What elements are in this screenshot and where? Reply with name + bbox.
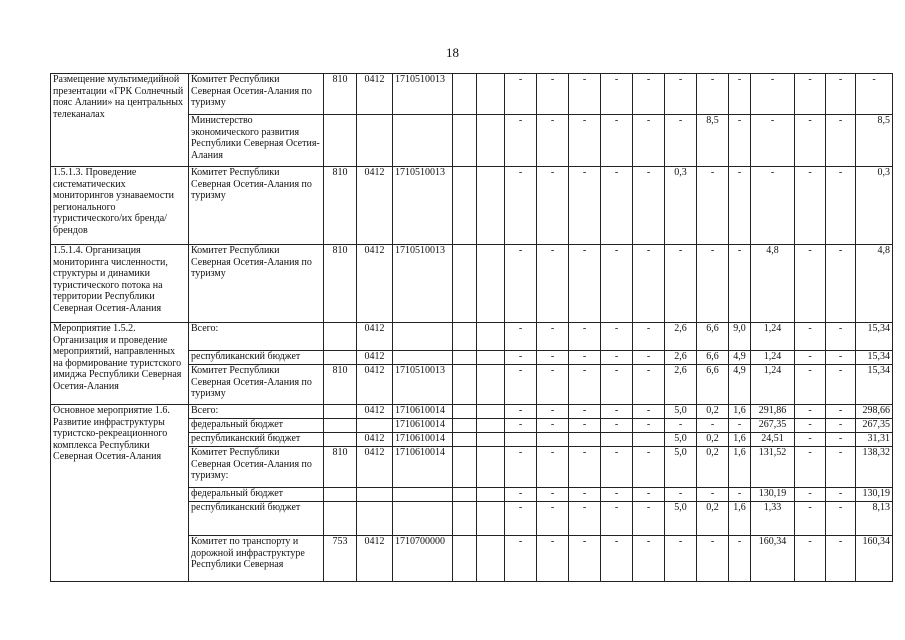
table-cell [633,433,665,447]
table-cell: - [537,447,569,488]
table-cell: 2,6 [665,323,697,351]
table-cell [477,351,505,365]
table-cell: 810 [324,74,357,115]
table-cell: - [633,74,665,115]
table-cell: - [751,115,795,167]
table-cell: 6,6 [697,351,729,365]
table-cell [453,74,477,115]
table-cell [601,433,633,447]
table-cell [477,365,505,405]
table-cell: 1710610014 [393,447,453,488]
table-cell: - [729,167,751,245]
table-cell: - [729,74,751,115]
table-cell: 5,0 [665,502,697,536]
table-cell: - [569,447,601,488]
table-cell: - [795,351,826,365]
table-cell: - [537,536,569,582]
table-cell: - [697,245,729,323]
table-cell: 298,66 [856,405,893,419]
table-cell: - [569,502,601,536]
table-cell: Комитет по транспорту и дорожной инфраструктуре Республики Северная [189,536,324,582]
table-cell: - [665,245,697,323]
table-cell: - [505,365,537,405]
table-cell: 1710610014 [393,433,453,447]
table-cell [357,488,393,502]
table-cell: - [795,323,826,351]
table-cell [393,488,453,502]
table-cell: - [537,365,569,405]
table-cell: - [505,488,537,502]
table-cell: - [729,419,751,433]
table-cell: 5,0 [665,433,697,447]
table-row [51,245,893,323]
table-cell: 0412 [357,351,393,365]
table-cell: - [601,405,633,419]
table-cell: 0412 [357,323,393,351]
table-cell: - [537,419,569,433]
table-cell: 0412 [357,365,393,405]
table-cell [357,115,393,167]
table-cell: 0412 [357,74,393,115]
table-cell: - [826,405,856,419]
page-number: 18 [446,45,459,60]
table-cell: - [633,502,665,536]
table-cell [477,167,505,245]
table-cell: - [569,488,601,502]
table-row [51,74,893,115]
table-cell: - [505,323,537,351]
table-cell: - [665,536,697,582]
table-cell: - [569,351,601,365]
table-cell: - [505,447,537,488]
table-cell: - [795,536,826,582]
table-cell: 138,32 [856,447,893,488]
table-cell [477,536,505,582]
table-cell: 0,3 [665,167,697,245]
table-cell: - [505,536,537,582]
table-cell: - [665,488,697,502]
budget-table-wrapper [50,73,890,582]
table-cell: - [826,115,856,167]
table-cell: - [537,502,569,536]
table-cell: 0412 [357,433,393,447]
table-cell: 31,31 [856,433,893,447]
table-cell: 0,2 [697,433,729,447]
table-cell: - [826,245,856,323]
table-row [51,167,893,245]
table-cell: Мероприятие 1.5.2. Организация и проведение мероприятий, направленных на формирование туристского имиджа Республики Северная Осетия-Алания [51,323,189,405]
table-cell: - [795,419,826,433]
table-cell: - [633,115,665,167]
table-cell: - [601,115,633,167]
table-cell: - [569,419,601,433]
table-cell: 1710700000 [393,536,453,582]
table-cell: 1.5.1.3. Проведение систематических мониторингов узнаваемости регионального туристического/их бренда/брендов [51,167,189,245]
table-cell: - [697,488,729,502]
table-cell: - [633,365,665,405]
table-cell: Комитет Республики Северная Осетия-Алания по туризму [189,74,324,115]
table-cell: 130,19 [856,488,893,502]
table-cell: - [633,167,665,245]
table-cell: - [505,502,537,536]
table-cell: - [601,447,633,488]
table-cell: - [569,323,601,351]
table-cell: 15,34 [856,365,893,405]
table-cell: - [665,115,697,167]
table-cell [477,502,505,536]
table-cell [453,323,477,351]
table-cell: - [826,536,856,582]
table-cell: - [633,351,665,365]
table-cell [569,433,601,447]
table-cell: 1,33 [751,502,795,536]
table-cell [393,502,453,536]
table-cell: 1710610014 [393,405,453,419]
budget-table [50,73,893,582]
table-cell: - [826,167,856,245]
table-row [51,405,893,419]
table-cell: - [795,405,826,419]
table-cell [324,115,357,167]
table-cell: - [633,488,665,502]
table-cell [324,323,357,351]
table-cell [537,433,569,447]
table-cell: - [633,447,665,488]
table-cell [393,115,453,167]
table-cell: 0412 [357,167,393,245]
table-cell: Комитет Республики Северная Осетия-Алания по туризму [189,365,324,405]
table-cell: 0412 [357,536,393,582]
table-cell: - [729,488,751,502]
table-cell: - [665,74,697,115]
table-cell: - [826,323,856,351]
table-cell: - [697,536,729,582]
table-cell: 4,9 [729,365,751,405]
table-cell: 1,6 [729,405,751,419]
table-cell [453,536,477,582]
table-cell: 1,24 [751,323,795,351]
table-cell: Комитет Республики Северная Осетия-Алания по туризму [189,167,324,245]
table-cell [357,502,393,536]
table-cell: - [795,488,826,502]
table-cell [477,405,505,419]
table-cell: Всего: [189,405,324,419]
table-cell: - [633,245,665,323]
table-cell: - [795,502,826,536]
table-cell: - [601,536,633,582]
table-cell: республиканский бюджет [189,502,324,536]
table-cell: - [601,488,633,502]
table-cell: 0412 [357,447,393,488]
table-cell: - [751,167,795,245]
table-cell [324,502,357,536]
table-cell: 0412 [357,245,393,323]
table-cell [477,419,505,433]
table-cell [453,419,477,433]
table-cell: 2,6 [665,365,697,405]
table-cell: 1710510013 [393,167,453,245]
table-cell: 9,0 [729,323,751,351]
table-cell: 1.5.1.4. Организация мониторинга численности, структуры и динамики туристического потока на территории Республики Северная Осетия-Алания [51,245,189,323]
table-cell: - [826,74,856,115]
table-cell [477,433,505,447]
table-cell: - [537,245,569,323]
table-cell: - [505,74,537,115]
table-cell: 0,2 [697,405,729,419]
table-cell: 160,34 [751,536,795,582]
table-cell [324,488,357,502]
table-cell: - [601,323,633,351]
table-cell: 1,6 [729,502,751,536]
table-cell: - [505,115,537,167]
table-cell: - [729,115,751,167]
table-cell [477,447,505,488]
table-cell: Основное мероприятие 1.6. Развитие инфраструктуры туристско-рекреационного комплекса Республики Северная Осетия-Алания [51,405,189,582]
table-cell: - [697,419,729,433]
table-cell: - [505,351,537,365]
table-cell: - [795,447,826,488]
table-cell: - [751,74,795,115]
table-cell: 8,5 [856,115,893,167]
table-cell: 1710510013 [393,245,453,323]
table-cell [393,351,453,365]
table-cell [453,245,477,323]
table-cell [453,488,477,502]
table-cell: 6,6 [697,323,729,351]
table-cell: - [505,167,537,245]
table-cell: - [795,74,826,115]
table-cell: - [826,365,856,405]
table-cell: 810 [324,447,357,488]
table-cell: 1,6 [729,447,751,488]
table-cell: 6,6 [697,365,729,405]
table-cell: 1,6 [729,433,751,447]
table-cell: - [537,351,569,365]
table-cell: 0,2 [697,447,729,488]
table-cell: 4,8 [856,245,893,323]
table-body [51,74,893,582]
table-cell: - [795,365,826,405]
table-cell: - [826,447,856,488]
table-cell: - [633,323,665,351]
table-cell: 1710510013 [393,365,453,405]
table-cell: 267,35 [751,419,795,433]
table-cell: - [826,419,856,433]
table-cell: - [537,405,569,419]
table-cell: республиканский бюджет [189,433,324,447]
table-cell: 810 [324,167,357,245]
table-cell: 4,9 [729,351,751,365]
table-cell: федеральный бюджет [189,488,324,502]
table-cell: 131,52 [751,447,795,488]
table-cell [477,323,505,351]
table-cell: - [729,536,751,582]
table-cell: - [505,419,537,433]
table-cell: - [633,536,665,582]
table-cell: - [569,74,601,115]
table-cell: - [569,365,601,405]
table-cell: - [795,245,826,323]
table-cell: 1710610014 [393,419,453,433]
table-cell [453,167,477,245]
table-cell: - [826,433,856,447]
table-cell: - [569,405,601,419]
table-cell [393,323,453,351]
table-cell: федеральный бюджет [189,419,324,433]
table-cell [477,245,505,323]
table-cell: 1710510013 [393,74,453,115]
table-cell: 5,0 [665,405,697,419]
table-cell: - [569,167,601,245]
table-cell [477,488,505,502]
table-cell: - [537,323,569,351]
table-cell: 810 [324,365,357,405]
table-cell [505,433,537,447]
table-cell: - [697,74,729,115]
table-cell: - [601,365,633,405]
table-cell: республиканский бюджет [189,351,324,365]
table-cell: 1,24 [751,351,795,365]
table-cell: 0412 [357,405,393,419]
table-cell [453,405,477,419]
table-cell: - [601,245,633,323]
table-cell: - [569,245,601,323]
table-cell: 8,13 [856,502,893,536]
table-cell: 267,35 [856,419,893,433]
table-cell: - [697,167,729,245]
table-cell: - [826,502,856,536]
table-cell: - [795,433,826,447]
table-cell: 2,6 [665,351,697,365]
table-cell: - [537,167,569,245]
table-cell: - [569,536,601,582]
table-cell: - [505,405,537,419]
table-cell: - [601,167,633,245]
table-cell [453,433,477,447]
table-cell: - [826,351,856,365]
table-cell [324,433,357,447]
table-cell: 291,86 [751,405,795,419]
table-cell: 15,34 [856,351,893,365]
table-cell: 130,19 [751,488,795,502]
table-cell: - [601,419,633,433]
table-cell: 160,34 [856,536,893,582]
table-cell: Министерство экономического развития Республики Северная Осетия-Алания [189,115,324,167]
table-cell: - [601,502,633,536]
table-cell [324,351,357,365]
table-cell: 0,2 [697,502,729,536]
table-cell: - [537,488,569,502]
table-cell: - [795,167,826,245]
table-cell: - [569,115,601,167]
table-cell: 5,0 [665,447,697,488]
table-cell: Комитет Республики Северная Осетия-Алания по туризму: [189,447,324,488]
table-cell: - [665,419,697,433]
table-cell [453,365,477,405]
table-cell [453,502,477,536]
table-cell: - [601,351,633,365]
table-cell [453,351,477,365]
table-cell: 24,51 [751,433,795,447]
table-cell [453,447,477,488]
table-cell [477,115,505,167]
table-cell: 1,24 [751,365,795,405]
table-cell: - [537,74,569,115]
table-cell: - [633,405,665,419]
table-cell: 0,3 [856,167,893,245]
table-cell: 8,5 [697,115,729,167]
table-cell: 753 [324,536,357,582]
table-cell: 4,8 [751,245,795,323]
table-row [51,323,893,351]
table-cell: 810 [324,245,357,323]
table-cell: - [633,419,665,433]
table-cell: 15,34 [856,323,893,351]
table-cell [453,115,477,167]
table-cell: Размещение мультимедийной презентации «ГРК Солнечный пояс Алании» на центральных телеканалах [51,74,189,167]
table-cell [324,419,357,433]
table-cell [477,74,505,115]
table-cell: - [856,74,893,115]
table-cell [357,419,393,433]
table-cell: - [601,74,633,115]
table-cell: Всего: [189,323,324,351]
table-cell: - [795,115,826,167]
table-cell: - [537,115,569,167]
table-cell: - [505,245,537,323]
table-cell: - [729,245,751,323]
table-cell: Комитет Республики Северная Осетия-Алания по туризму [189,245,324,323]
table-cell: - [826,488,856,502]
table-cell [324,405,357,419]
